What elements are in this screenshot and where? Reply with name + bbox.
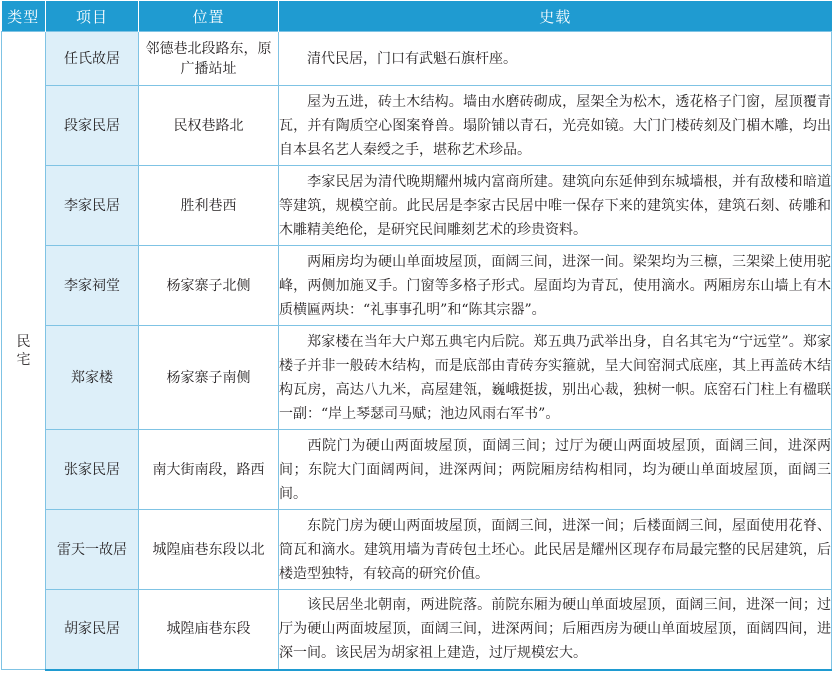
row-record-text: 该民居坐北朝南，两进院落。前院东厢为硬山单面坡屋顶，面阔三间，进深一间；过厅为硬山两面坡屋顶，面阔三间，进深两间；后厢西房为硬山单面坡屋顶，面阔四间，进深一间。该民居为胡家祖上建造，过厅规模宏大。 [279, 597, 831, 662]
row-record-text: 李家民居为清代晚期耀州城内富商所建。建筑向东延伸到东城墙根，并有敌楼和暗道等建筑，规模空前。此民居是李家古民居中唯一保存下来的建筑实体，建筑石刻、砖雕和木雕精美绝伦，是研究民间雕刻艺术的珍贵资料。 [279, 173, 831, 238]
row-location: 杨家寨子南侧 [139, 326, 279, 430]
row-record-text: 屋为五进，砖土木结构。墙由水磨砖砌成，屋架全为松木，透花格子门窗，屋顶覆青瓦，并有陶质空心图案脊兽。塌阶铺以青石，光亮如镜。大门门楼砖刻及门楣木雕，均出自本县名艺人秦绶之手，堪称艺术珍品。 [279, 93, 831, 158]
row-record-text: 西院门为硬山两面坡屋顶，面阔三间；过厅为硬山两面坡屋顶，面阔三间，进深两间；东院大门面阔两间，进深两间；两院厢房结构相同，均为硬山单面坡屋顶，面阔三间。 [279, 437, 831, 502]
header-category: 类型 [2, 1, 46, 32]
row-record-text: 郑家楼在当年大户郑五典宅内后院。郑五典乃武举出身，自名其宅为“宁远堂”。郑家楼子并非一般砖木结构，而是底部由青砖夯实箍就，呈大间窑洞式底座，其上再盖砖木结构瓦房，高达八九米，高屋建瓴，巍峨挺拔，别出心裁，独树一帜。底窑石门柱上有楹联一副：“岸上琴瑟司马赋；池边风雨右军书”。 [279, 333, 831, 422]
row-name: 雷天一故居 [46, 510, 139, 590]
table-row [2, 510, 832, 590]
table-row [2, 166, 832, 246]
table-row [2, 590, 832, 670]
row-name: 胡家民居 [46, 590, 139, 670]
row-name: 任氏故居 [46, 32, 139, 86]
row-name: 段家民居 [46, 86, 139, 166]
category-cell [2, 32, 46, 670]
row-record [279, 246, 832, 326]
table-row [2, 326, 832, 430]
table-body [2, 32, 832, 670]
header-record: 史载 [279, 1, 832, 32]
row-location: 民权巷路北 [139, 86, 279, 166]
row-location: 邻德巷北段路东，原广播站址 [139, 32, 279, 86]
row-name: 李家祠堂 [46, 246, 139, 326]
row-record [279, 326, 832, 430]
header-row [2, 1, 832, 32]
row-location: 胜利巷西 [139, 166, 279, 246]
table-header [2, 1, 832, 32]
row-name: 郑家楼 [46, 326, 139, 430]
heritage-table [1, 1, 832, 671]
table-row [2, 32, 832, 86]
category-label: 民宅 [16, 333, 31, 368]
row-record [279, 510, 832, 590]
row-record-text: 清代民居，门口有武魁石旗杆座。 [307, 50, 517, 67]
row-name: 李家民居 [46, 166, 139, 246]
row-location: 城隍庙巷东段 [139, 590, 279, 670]
row-location: 城隍庙巷东段以北 [139, 510, 279, 590]
row-record-text: 东院门房为硬山两面坡屋顶，面阔三间，进深一间；后楼面阔三间，屋面使用花脊、筒瓦和滴水。建筑用墙为青砖包土坯心。此民居是耀州区现存布局最完整的民居建筑，后楼造型独特，有较高的研究价值。 [279, 517, 831, 582]
row-name: 张家民居 [46, 430, 139, 510]
row-location: 南大街南段，路西 [139, 430, 279, 510]
row-record [279, 590, 832, 670]
row-record [279, 430, 832, 510]
table-row [2, 246, 832, 326]
row-record [279, 166, 832, 246]
row-record-text: 两厢房均为硬山单面坡屋顶，面阔三间，进深一间。梁架均为三檩，三架梁上使用驼峰，两侧加施叉手。门窗等多格子形式。屋面均为青瓦，使用滴水。两厢房东山墙上有木质横匾两块：“礼事事孔明”和“陈其宗器”。 [279, 253, 831, 318]
row-location: 杨家寨子北侧 [139, 246, 279, 326]
table-row [2, 430, 832, 510]
row-record [279, 86, 832, 166]
table-row [2, 86, 832, 166]
header-name: 项目 [46, 1, 139, 32]
row-record [279, 32, 832, 86]
header-location: 位置 [139, 1, 279, 32]
